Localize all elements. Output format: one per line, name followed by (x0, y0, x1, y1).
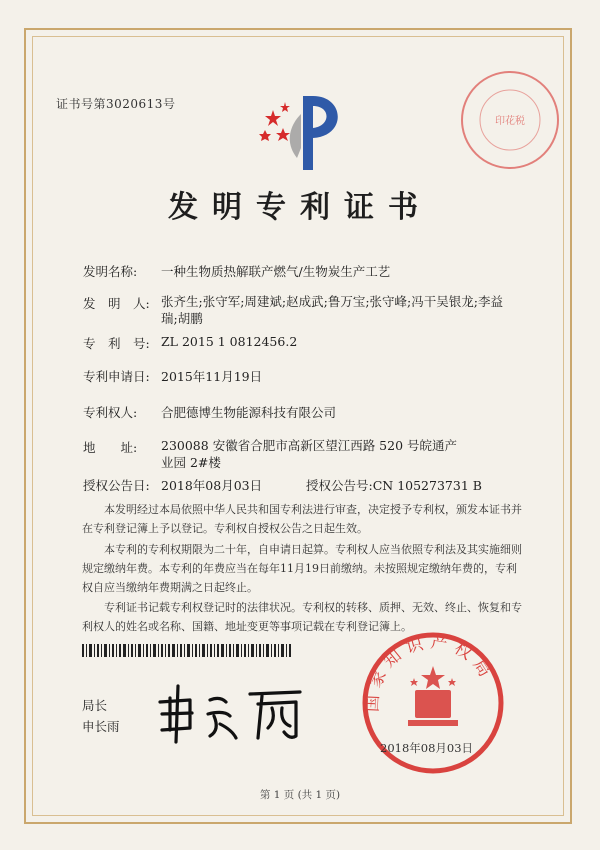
certificate-number: 证书号第3020613号 (56, 97, 176, 111)
inventor-row (83, 294, 159, 312)
inventor-value: 张齐生;张守军;周建斌;赵成武;鲁万宝;张守峰;冯干吴银龙;李益瑞;胡鹏 (161, 294, 503, 326)
patent-number-label: 专 利 号: (83, 336, 150, 351)
paragraph-2: 本专利的专利权期限为二十年，自申请日起算。专利权人应当依照专利法及其实施细则规定缴纳年费。本专利的年费应当在每年11月19日前缴纳。未按照规定缴纳年费的，专利权自应当缴纳年费期满之日起终止。 (82, 543, 522, 594)
inventor-label: 发 明 人: (83, 296, 150, 311)
invention-name-value: 一种生物质热解联产燃气/生物炭生产工艺 (161, 264, 391, 279)
director-name: 申长雨 (82, 719, 120, 734)
invention-name-label: 发明名称: (83, 264, 138, 279)
barcode (82, 644, 292, 657)
grant-date-label: 授权公告日: (83, 478, 150, 493)
page-title: 发明专利证书 (168, 190, 432, 225)
svg-text:印花税: 印花税 (495, 116, 525, 127)
patentee-label: 专利权人: (83, 405, 138, 420)
patentee-value: 合肥德博生物能源科技有限公司 (161, 405, 337, 420)
grant-date-row (83, 476, 263, 494)
director-title: 局长 (82, 698, 108, 713)
grant-number-value: CN 105273731 B (372, 478, 482, 493)
address-label: 地 址: (83, 440, 138, 455)
seal-text: 国家知识产权局 (362, 632, 498, 713)
agency-stamp (450, 60, 570, 180)
address-row (83, 438, 159, 456)
seal-date: 2018年08月03日 (380, 741, 474, 755)
paragraph-1: 本发明经过本局依照中华人民共和国专利法进行审查，决定授予专利权，颁发本证书并在专利登记簿上予以登记。专利权自授权公告之日起生效。 (82, 503, 522, 535)
patent-number-value: ZL 2015 1 0812456.2 (161, 334, 298, 349)
grant-date-value: 2018年08月03日 (161, 478, 263, 493)
address-value: 230088 安徽省合肥市高新区望江西路 520 号皖通产业园 2#楼 (161, 438, 457, 470)
paragraph-3: 专利证书记载专利权登记时的法律状况。专利权的转移、质押、无效、终止、恢复和专利权人的姓名或名称、国籍、地址变更等事项记载在专利登记簿上。 (82, 601, 522, 633)
grant-number-label: 授权公告号: (306, 478, 373, 493)
patentee-row (83, 403, 337, 421)
patent-office-logo (255, 88, 355, 178)
page-footer: 第 1 页 (共 1 页) (259, 789, 341, 801)
filing-date-value: 2015年11月19日 (161, 369, 263, 384)
grant-number-row (306, 476, 482, 494)
director-signature (150, 680, 320, 750)
invention-name-row (83, 262, 391, 280)
patent-number-row (83, 334, 298, 352)
filing-date-row (83, 367, 263, 385)
filing-date-label: 专利申请日: (83, 369, 150, 384)
